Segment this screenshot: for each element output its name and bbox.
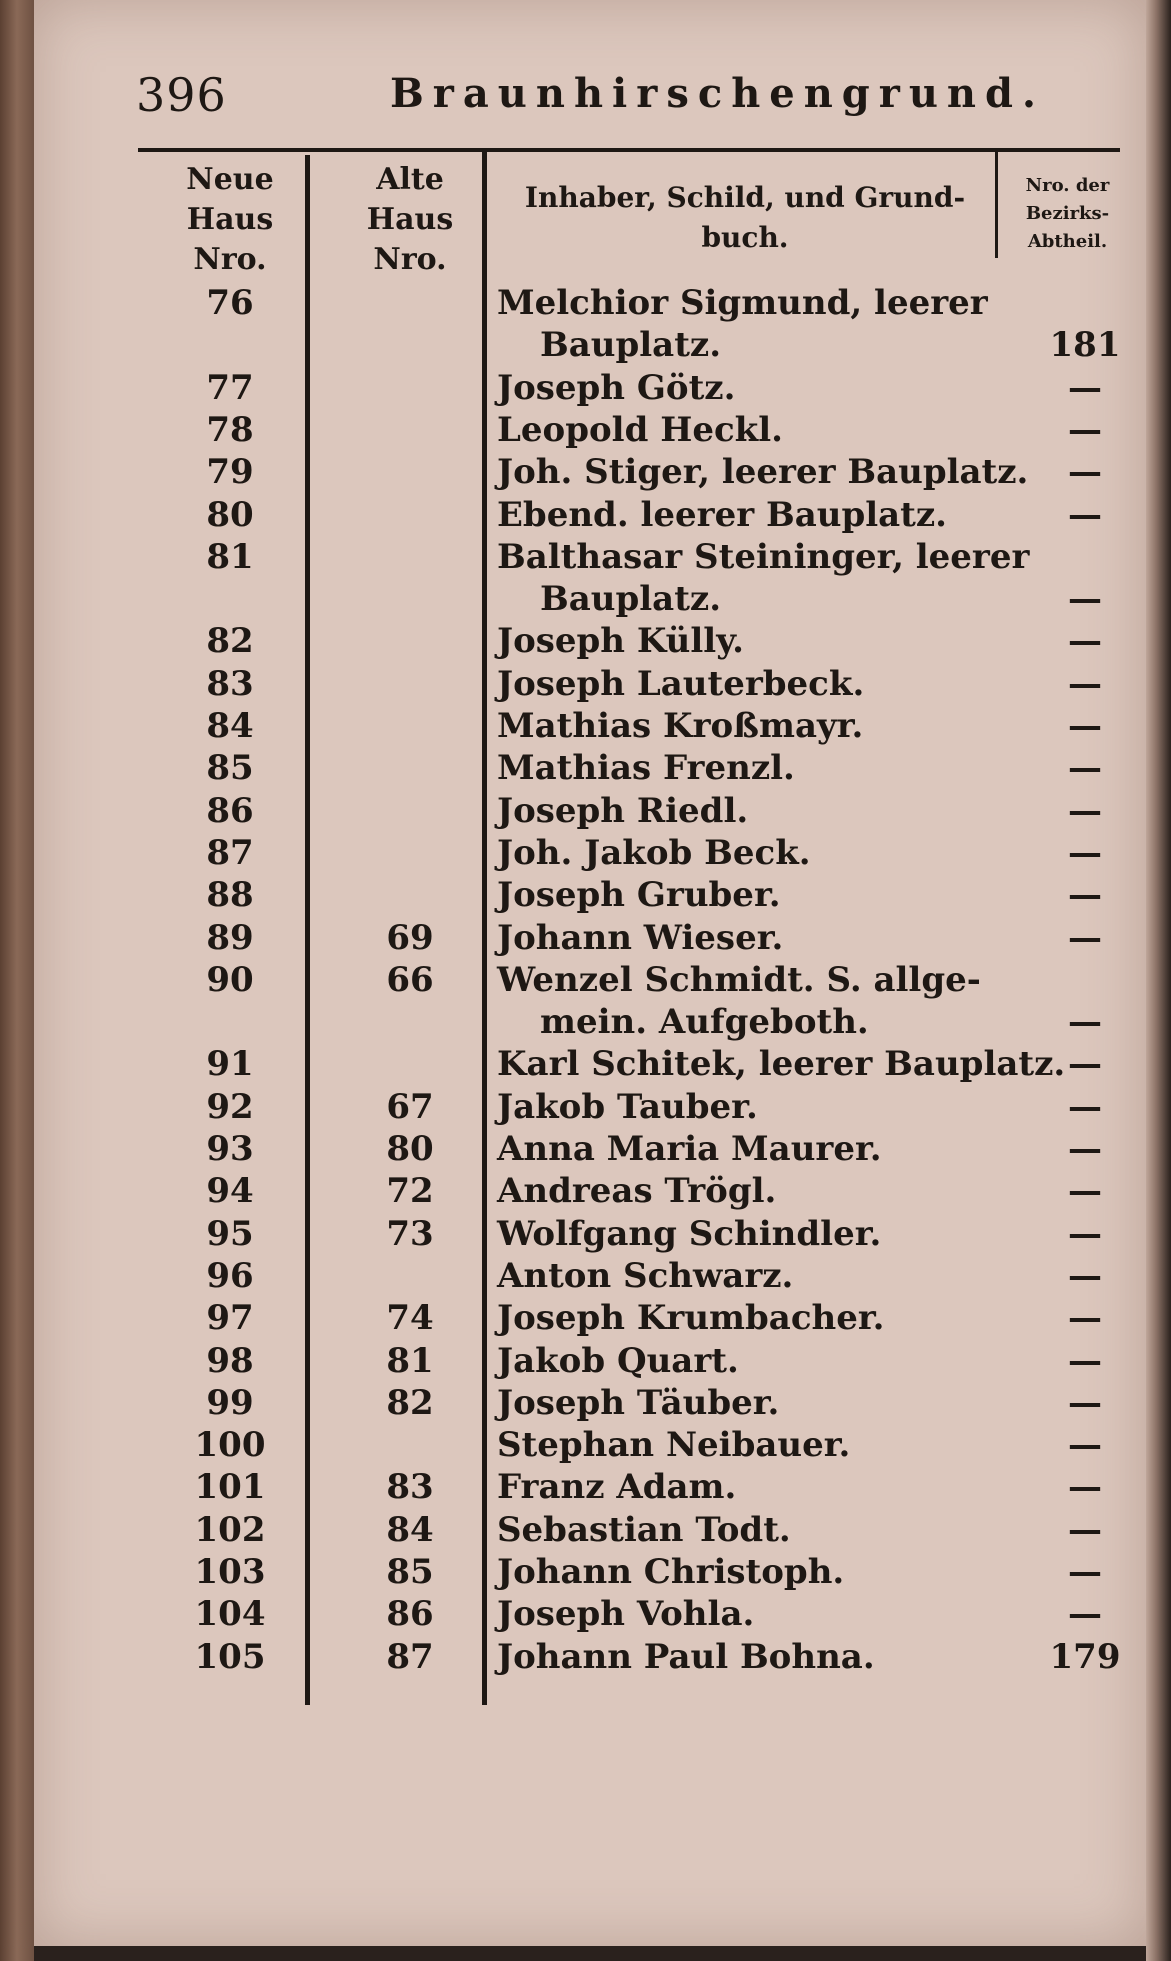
cell-alte-haus-nro: 84 [386,1510,434,1550]
cell-neue-haus-nro: 98 [206,1341,254,1381]
cell-alte-haus-nro: 73 [386,1214,434,1254]
col-header-neue-line3: Nro. [193,242,267,277]
col-header-inhaber-line2: buch. [701,221,789,254]
cell-inhaber: Anna Maria Maurer. [497,1129,882,1169]
col-header-neue-line2: Haus [186,202,274,237]
cell-bezirk-nro: — [1068,1256,1102,1296]
cell-bezirk-nro: — [1068,1425,1102,1465]
cell-neue-haus-nro: 83 [206,664,254,704]
cell-alte-haus-nro: 82 [386,1383,434,1423]
cell-inhaber: Bauplatz. [540,325,722,365]
cell-alte-haus-nro: 85 [386,1552,434,1592]
col-header-bezirk-line2: Bezirks- [1025,203,1110,224]
cell-inhaber: Joseph Külly. [497,621,744,661]
cell-inhaber: Franz Adam. [497,1467,737,1507]
cell-bezirk-nro: — [1068,1002,1102,1042]
cell-neue-haus-nro: 76 [206,283,254,323]
column-rule-1 [305,155,310,1705]
cell-bezirk-nro: 181 [1049,325,1121,365]
col-header-neue-line1: Neue [186,162,274,197]
cell-inhaber: Bauplatz. [540,579,722,619]
cell-inhaber: Johann Paul Bohna. [497,1637,875,1677]
cell-bezirk-nro: — [1068,1087,1102,1127]
cell-neue-haus-nro: 78 [206,410,254,450]
cell-alte-haus-nro: 67 [386,1087,434,1127]
cell-inhaber: Wolfgang Schindler. [497,1214,882,1254]
cell-bezirk-nro: — [1068,621,1102,661]
cell-neue-haus-nro: 77 [206,368,254,408]
col-header-alte-line1: Alte [376,162,444,197]
cell-bezirk-nro: — [1068,1552,1102,1592]
cell-inhaber: Joseph Krumbacher. [497,1298,885,1338]
col-header-inhaber-line1: Inhaber, Schild, und Grund- [524,181,966,214]
cell-inhaber: Johann Wieser. [497,918,784,958]
cell-bezirk-nro: — [1068,748,1102,788]
cell-inhaber: Leopold Heckl. [497,410,783,450]
cell-inhaber: Melchior Sigmund, leerer [497,283,988,323]
col-header-alte-line3: Nro. [373,242,447,277]
cell-bezirk-nro: — [1068,1383,1102,1423]
cell-bezirk-nro: — [1068,1171,1102,1211]
cell-alte-haus-nro: 74 [386,1298,434,1338]
cell-bezirk-nro: — [1068,579,1102,619]
cell-bezirk-nro: — [1068,1129,1102,1169]
cell-bezirk-nro: — [1068,1341,1102,1381]
cell-alte-haus-nro: 80 [386,1129,434,1169]
col-header-bezirk [1005,172,1130,256]
cell-inhaber: Jakob Quart. [497,1341,739,1381]
cell-neue-haus-nro: 91 [206,1044,254,1084]
book-spine [0,0,34,1961]
cell-bezirk-nro: — [1068,664,1102,704]
cell-neue-haus-nro: 94 [206,1171,254,1211]
column-rule-2 [482,150,487,1705]
cell-bezirk-nro: — [1068,1594,1102,1634]
cell-inhaber: Joseph Täuber. [497,1383,780,1423]
cell-alte-haus-nro: 66 [386,960,434,1000]
cell-neue-haus-nro: 99 [206,1383,254,1423]
cell-inhaber: Joh. Jakob Beck. [497,833,811,873]
col-header-bezirk-line3: Abtheil. [1027,231,1108,252]
cell-inhaber: Joseph Riedl. [497,791,749,831]
cell-alte-haus-nro: 72 [386,1171,434,1211]
col-header-inhaber [495,178,995,258]
header-rule [138,148,1120,152]
cell-inhaber: Wenzel Schmidt. S. allge- [497,960,981,1000]
cell-neue-haus-nro: 90 [206,960,254,1000]
cell-inhaber: Joh. Stiger, leerer Bauplatz. [497,452,1029,492]
cell-bezirk-nro: — [1068,1044,1102,1084]
cell-inhaber: Karl Schitek, leerer Bauplatz. [497,1044,1066,1084]
cell-neue-haus-nro: 105 [194,1637,266,1677]
col-header-alte [345,160,475,280]
cell-neue-haus-nro: 81 [206,537,254,577]
cell-neue-haus-nro: 103 [194,1552,266,1592]
cell-inhaber: mein. Aufgeboth. [540,1002,869,1042]
cell-alte-haus-nro: 81 [386,1341,434,1381]
cell-inhaber: Mathias Frenzl. [497,748,795,788]
cell-bezirk-nro: — [1068,918,1102,958]
cell-bezirk-nro: — [1068,452,1102,492]
cell-neue-haus-nro: 86 [206,791,254,831]
cell-inhaber: Stephan Neibauer. [497,1425,851,1465]
cell-bezirk-nro: — [1068,1510,1102,1550]
cell-inhaber: Joseph Gruber. [497,875,781,915]
column-rule-3 [995,150,998,258]
cell-alte-haus-nro: 87 [386,1637,434,1677]
cell-bezirk-nro: — [1068,368,1102,408]
cell-inhaber: Jakob Tauber. [497,1087,758,1127]
cell-neue-haus-nro: 95 [206,1214,254,1254]
page-number: 396 [136,68,227,122]
cell-neue-haus-nro: 101 [194,1467,266,1507]
cell-neue-haus-nro: 87 [206,833,254,873]
cell-neue-haus-nro: 96 [206,1256,254,1296]
cell-neue-haus-nro: 92 [206,1087,254,1127]
page-header [0,60,1171,130]
page-edge [1146,0,1171,1961]
cell-inhaber: Sebastian Todt. [497,1510,791,1550]
cell-bezirk-nro: — [1068,875,1102,915]
cell-inhaber: Johann Christoph. [497,1552,845,1592]
cell-inhaber: Ebend. leerer Bauplatz. [497,495,948,535]
cell-neue-haus-nro: 100 [194,1425,266,1465]
cell-neue-haus-nro: 89 [206,918,254,958]
cell-bezirk-nro: — [1068,833,1102,873]
cell-alte-haus-nro: 83 [386,1467,434,1507]
cell-neue-haus-nro: 104 [194,1594,266,1634]
cell-inhaber: Joseph Lauterbeck. [497,664,865,704]
cell-bezirk-nro: — [1068,1467,1102,1507]
cell-bezirk-nro: — [1068,1214,1102,1254]
cell-bezirk-nro: — [1068,706,1102,746]
cell-neue-haus-nro: 85 [206,748,254,788]
cell-neue-haus-nro: 102 [194,1510,266,1550]
cell-alte-haus-nro: 69 [386,918,434,958]
cell-inhaber: Balthasar Steininger, leerer [497,537,1030,577]
cell-neue-haus-nro: 97 [206,1298,254,1338]
cell-neue-haus-nro: 82 [206,621,254,661]
cell-neue-haus-nro: 79 [206,452,254,492]
cell-bezirk-nro: — [1068,1298,1102,1338]
cell-inhaber: Mathias Kroßmayr. [497,706,864,746]
cell-inhaber: Anton Schwarz. [497,1256,794,1296]
cell-neue-haus-nro: 88 [206,875,254,915]
cell-inhaber: Andreas Trögl. [497,1171,777,1211]
col-header-alte-line2: Haus [366,202,454,237]
cell-neue-haus-nro: 84 [206,706,254,746]
cell-bezirk-nro: — [1068,495,1102,535]
running-title: Braunhirschengrund. [390,70,1045,117]
cell-bezirk-nro: — [1068,791,1102,831]
cell-neue-haus-nro: 80 [206,495,254,535]
col-header-bezirk-line1: Nro. der [1025,175,1110,196]
cell-alte-haus-nro: 86 [386,1594,434,1634]
cell-inhaber: Joseph Vohla. [497,1594,755,1634]
cell-inhaber: Joseph Götz. [497,368,736,408]
col-header-neue [170,160,290,280]
cell-bezirk-nro: 179 [1049,1637,1121,1677]
cell-bezirk-nro: — [1068,410,1102,450]
cell-neue-haus-nro: 93 [206,1129,254,1169]
